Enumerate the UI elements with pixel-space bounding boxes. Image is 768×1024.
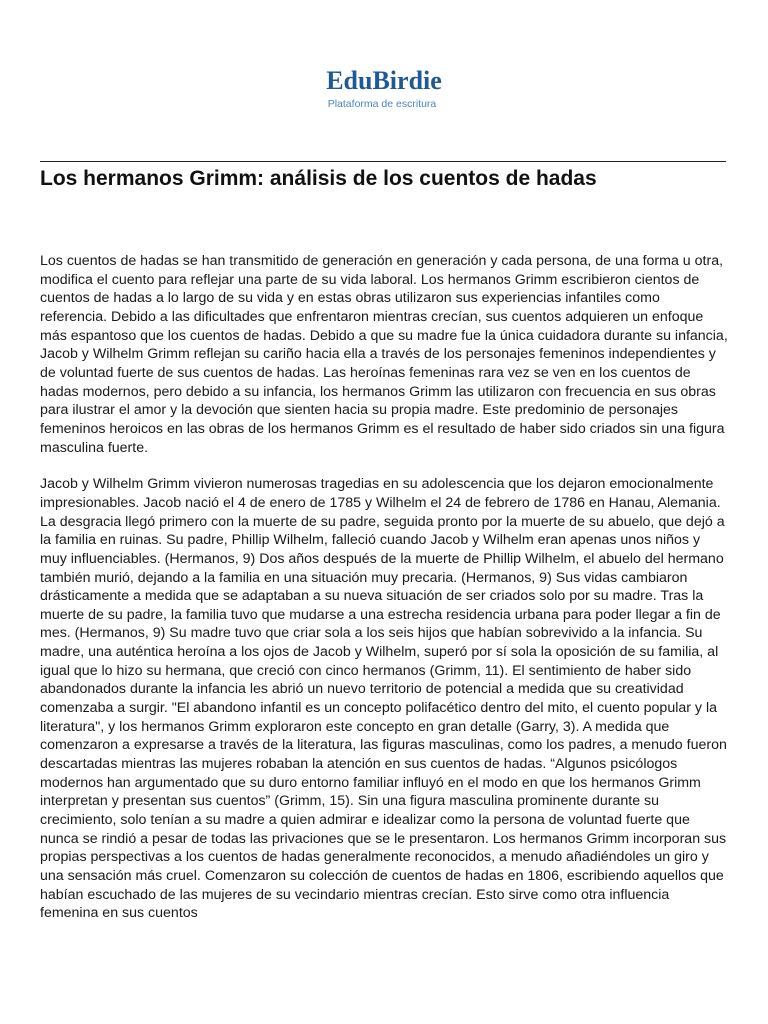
document-body xyxy=(40,252,730,923)
brand-logo[interactable]: EduBirdie xyxy=(326,66,442,95)
paragraph-2: Jacob y Wilhelm Grimm vivieron numerosas tragedias en su adolescencia que los dejaron emocionalmente impresionables. Jacob nació el 4 de enero de 1785 y Wilhelm el 24 de febrero de 1786 en Hanau, Alemania. La desgracia llegó primero con la muerte de su padre, seguida pronto por la muerte de su abuelo, que dejó a la familia en ruinas. Su padre, Phillip Wilhelm, falleció cuando Jacob y Wilhelm eran apenas unos niños y muy influenciables. (Hermanos, 9) Dos años después de la muerte de Phillip Wilhelm, el abuelo del hermano también murió, dejando a la familia en una situación muy precaria. (Hermanos, 9) Sus vidas cambiaron drásticamente a medida que se adaptaban a su nueva situación de ser criados solo por su madre. Tras la muerte de su padre, la familia tuvo que mudarse a una estrecha residencia urbana para poder llegar a fin de mes. (Hermanos, 9) Su madre tuvo que criar sola a los seis hijos que habían sobrevivido a la infancia. Su madre, una auténtica heroína a los ojos de Jacob y Wilhelm, superó por sí sola la oposición de su familia, al igual que lo hizo su hermana, que creció con cinco hermanos (Grimm, 11). El sentimiento de haber sido abandonados durante la infancia les abrió un nuevo territorio de potencial a medida que su creatividad comenzaba a surgir. "El abandono infantil es un concepto polifacético dentro del mito, el cuento popular y la literatura", y los hermanos Grimm exploraron este concepto en gran detalle (Garry, 3). A medida que comenzaron a expresarse a través de la literatura, las figuras masculinas, como los padres, a menudo fueron descartadas mientras las mujeres robaban la atención en sus cuentos de hadas. “Algunos psicólogos modernos han argumentado que su duro entorno familiar influyó en el modo en que los hermanos Grimm interpretan y presentan sus cuentos” (Grimm, 15). Sin una figura masculina prominente durante su crecimiento, solo tenían a su madre a quien admirar e idealizar como la persona de voluntad fuerte que nunca se rindió a pesar de todas las privaciones que se le presentaron. Los hermanos Grimm incorporan sus propias perspectivas a los cuentos de hadas generalmente reconocidos, a menudo añadiéndoles un giro y una sensación más cruel. Comenzaron su colección de cuentos de hadas en 1806, escribiendo aquellos que habían escuchado de las mujeres de su vecindario mientras crecían. Esto sirve como otra influencia femenina en sus cuentos xyxy=(40,476,727,922)
title-divider xyxy=(40,161,726,162)
site-header xyxy=(0,64,768,110)
document-title: Los hermanos Grimm: análisis de los cuentos de hadas xyxy=(40,167,597,190)
brand-tagline: Plataforma de escritura xyxy=(327,98,437,110)
paragraph-1: Los cuentos de hadas se han transmitido de generación en generación y cada persona, de una forma u otra, modifica el cuento para reflejar una parte de su vida laboral. Los hermanos Grimm escribieron cientos de cuentos de hadas a lo largo de su vida y en estas obras utilizaron sus experiencias infantiles como referencia. Debido a las dificultades que enfrentaron mientras crecían, sus cuentos adquieren un enfoque más espantoso que los cuentos de hadas. Debido a que su madre fue la única cuidadora durante su infancia, Jacob y Wilhelm Grimm reflejan su cariño hacia ella a través de los personajes femeninos independientes y de voluntad fuerte de sus cuentos de hadas. Las heroínas femeninas rara vez se ven en los cuentos de hadas modernos, pero debido a su infancia, los hermanos Grimm las utilizaron con frecuencia en sus obras para ilustrar el amor y la devoción que sienten hacia su propia madre. Este predominio de personajes femeninos heroicos en las obras de los hermanos Grimm es el resultado de haber sido criados sin una figura masculina fuerte. xyxy=(40,253,728,456)
